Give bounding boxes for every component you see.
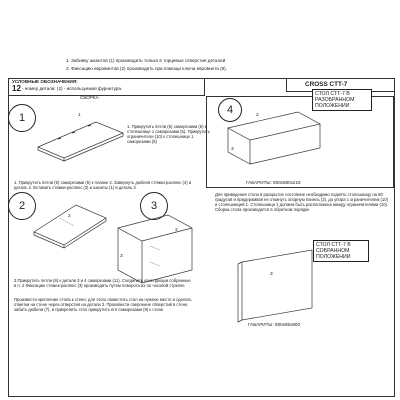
part-label-3b: 3 [231, 147, 234, 152]
assembly-heading: СБОРКА [80, 95, 99, 100]
part-label-2c: 2 [256, 113, 259, 118]
legend-title: УСЛОВНЫЕ ОБОЗНАЧЕНИЯ: [12, 79, 78, 84]
note-2: 2. Фиксацию евровинтов (2) производить при помощи ключа евровинта (8). [66, 66, 227, 71]
step-2-circle: 2 [8, 192, 36, 220]
part-label-3c: 3 [270, 272, 273, 277]
part-label-2b: 2 [175, 228, 178, 233]
legend-text: - номер детали; (2) - используемая фурнитура. [22, 86, 123, 91]
step-1-text: 1. Прикрутить петли (6) саморезами (5) к столешнице 1 саморезами (5). Прикрутить ограничители (10) к столешнице 1 саморезами (5) [127, 124, 210, 144]
part-label-2: 2 [68, 214, 71, 219]
step-3-circle: 3 [140, 192, 168, 220]
legend-number: 12 [12, 84, 21, 93]
note-1: 1. Забивку шкантов (1) производить только в торцевые отверстия деталей [66, 58, 226, 63]
assembled-label: СТОЛ СТТ-7 В СОБРАННОМ ПОЛОЖЕНИИ [313, 240, 369, 262]
step-3-text-a: 3.Прикрутить петли (6) к детали 3 и 4 саморезами (11). Соединить конструкции собранные в п. 2 Фиксацию стяжек-распекс (3) производить путем поворота их по часовой стрелке [14, 278, 191, 288]
step-2-text: 1. Прикрутить петли (6) саморезами (5) к планке 2. Завернуть дюбеля стяжки-распекс (4) в деталь 2. Вставить стяжки-распекс (3) и шканты (1) в деталь 3 [14, 180, 192, 190]
part-label-3: 3 [120, 254, 123, 259]
part-label-1: 1 [78, 113, 81, 118]
step-3-text-b: Произвести крепление стола к стене; для этого поместить стол на нужное место и сделать отметки на стене через отверстия на детали 3. Произвести сверление отверстий в стене, забить дюбели (7), и прикрепить стол прикрутить его саморезами (9) к стене [14, 297, 192, 312]
step-4-circle: 4 [218, 98, 242, 122]
disassembled-label: СТОЛ СТТ-7 В РАЗОБРАННОМ ПОЛОЖЕНИИ [312, 89, 372, 111]
model-label: CROSS CTT-7 [305, 81, 348, 88]
unfold-instructions: Для приведения стола в раскрытое состояние необходимо поднять столешницу на 90 градусов и придерживая ее откинуть опорную панель (3), до упора с ограничителем (10) и столешницей 1. Столешница 1 должна быть расположена между ограничителями (10). Сборка стола производится в обратном порядке [215, 192, 389, 212]
step-1-circle: 1 [8, 104, 36, 132]
dims-bottom: ГАБАРИТЫ: 800х85х800 [248, 322, 301, 327]
dims-top: ГАБАРИТЫ: 800х580х218 [246, 180, 301, 185]
